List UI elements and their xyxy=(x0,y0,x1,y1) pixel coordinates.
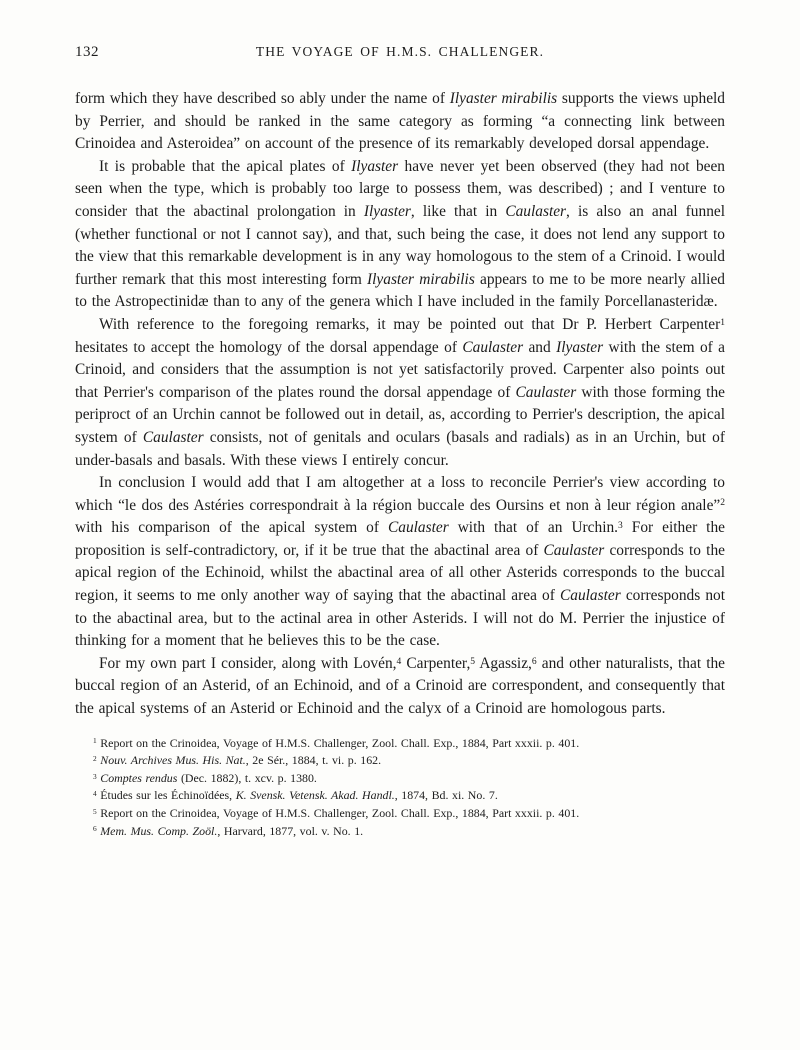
paragraph: form which they have described so ably under the name of Ilyaster mirabilis supports the views upheld by Perrier, and should be ranked in the same category as forming “a connecting link between Crinoidea and Asteroidea” on account of the presence of its remarkably developed dorsal appendage. xyxy=(75,90,725,153)
footnote: $^1$ Report on the Crinoidea, Voyage of H.M.S. Challenger, Zool. Chall. Exp., 1884, Part xxxii. p. 401. xyxy=(93,735,580,750)
page-number: 132 xyxy=(75,44,99,60)
page-header xyxy=(75,44,725,64)
footnote: $^2$ Nouv. Archives Mus. His. Nat., 2e Sér., 1884, t. vi. p. 162. xyxy=(93,753,382,768)
footnote: $^5$ Report on the Crinoidea, Voyage of H.M.S. Challenger, Zool. Chall. Exp., 1884, Part xxxii. p. 401. xyxy=(93,806,580,820)
running-title: THE VOYAGE OF H.M.S. CHALLENGER. xyxy=(255,44,545,59)
paragraph: For my own part I consider, along with Lovén,$^4$ Carpenter,$^5$ Agassiz,$^6$ and other naturalists, that the buccal region of an Asterid, of an Echinoid, and of a Crinoid are correspondent, and consequently that the apical systems of an Asterid or Echinoid and the calyx of a Crinoid are homologous parts. xyxy=(75,654,725,718)
paragraph: In conclusion I would add that I am altogether at a loss to reconcile Perrier's view according to which “le dos des Astéries correspondrait à la région buccale des Oursins et non à leur région anale”$^2$ with his comparison of the apical system of Caulaster with that of an Urchin.$^3$ For either the proposition is self-contradictory, or, if it be true that the abactinal area of Caulaster corresponds to the apical region of the Echinoid, whilst the abactinal area of all other Asterids corresponds to the buccal region, it seems to me only another way of saying that the abactinal area of Caulaster corresponds not to the abactinal area, but to the actinal area in other Asterids. I will not do M. Perrier the injustice of thinking for a moment that he believes this to be the case. xyxy=(75,474,726,650)
paragraph: It is probable that the apical plates of Ilyaster have never yet been observed (they had not been seen when the type, which is probably too large to possess them, was described) ; and I venture to consider that the abactinal prolongation in Ilyaster, like that in Caulaster, is also an anal funnel (whether functional or not I cannot say), and that, such being the case, it does not lend any support to the view that this remarkable development is in any way homologous to the stem of a Crinoid. I would further remark that this most interesting form Ilyaster mirabilis appears to me to be more nearly allied to the Astropectinidæ than to any of the genera which I have included in the family Porcellanasteridæ. xyxy=(75,157,725,311)
body-text xyxy=(75,88,725,721)
footnote: $^3$ Comptes rendus (Dec. 1882), t. xcv. p. 1380. xyxy=(93,770,317,785)
footnote: $^6$ Mem. Mus. Comp. Zoöl., Harvard, 1877, vol. v. No. 1. xyxy=(93,823,364,838)
footnotes xyxy=(75,735,725,841)
paragraph: With reference to the foregoing remarks, it may be pointed out that Dr P. Herbert Carpenter$^1$ hesitates to accept the homology of the dorsal appendage of Caulaster and Ilyaster with the stem of a Crinoid, and considers that the assumption is not yet satisfactorily proved. Carpenter also points out that Perrier's comparison of the plates round the dorsal appendage of Caulaster with those forming the periproct of an Urchin cannot be followed out in detail, as, according to Perrier's description, the apical system of Caulaster consists, not of genitals and oculars (basals and radials) as in an Urchin, but of under-basals and basals. With these views I entirely concur. xyxy=(75,315,726,469)
footnote: $^4$ Études sur les Échinoïdées, K. Svensk. Vetensk. Akad. Handl., 1874, Bd. xi. No. 7. xyxy=(93,788,498,803)
